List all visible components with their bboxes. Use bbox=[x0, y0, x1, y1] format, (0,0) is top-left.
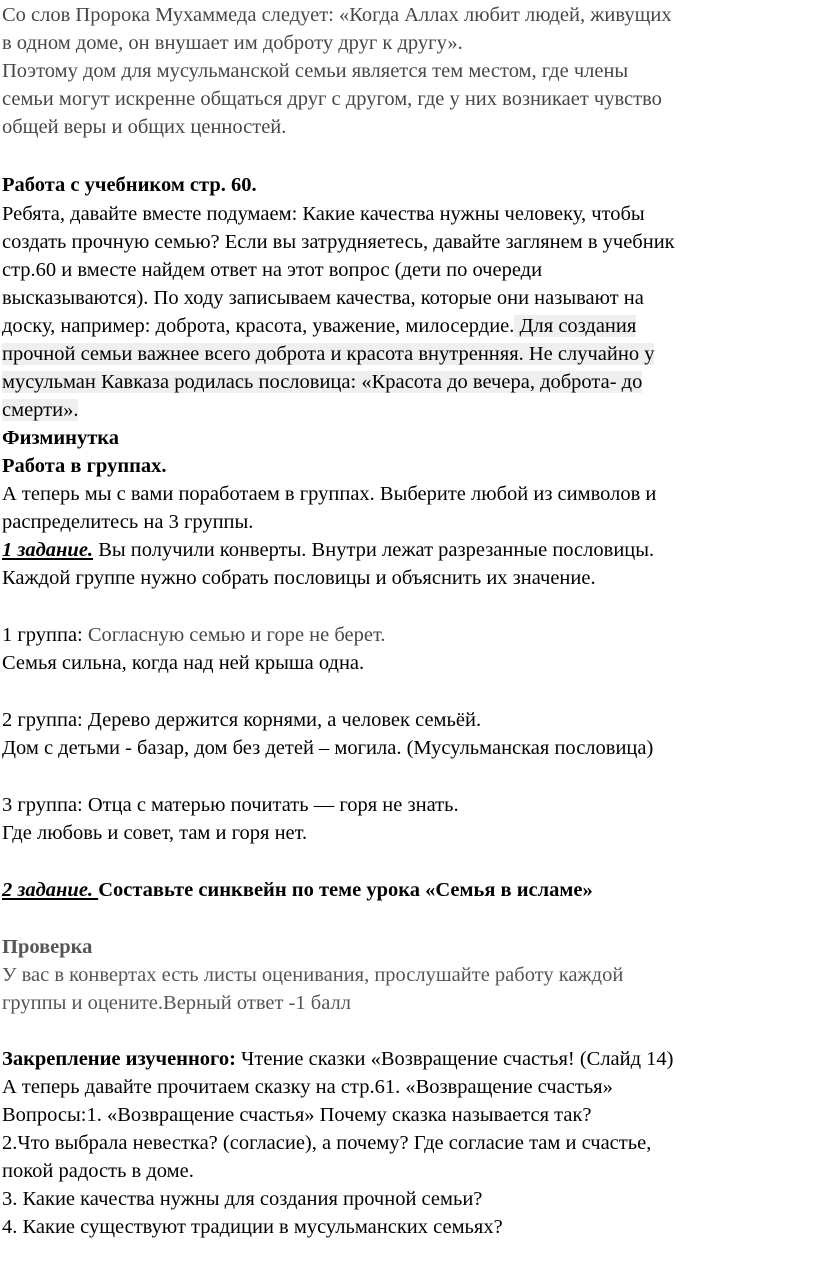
group1-proverb: Согласную семью и горе не берет. bbox=[82, 624, 386, 646]
consolidation-line: А теперь давайте прочитаем сказку на стр.61. «Возвращение счастья» bbox=[2, 1076, 613, 1098]
group3-line bbox=[2, 792, 459, 819]
group1-label: 1 группа: bbox=[2, 624, 83, 646]
consolidation-line: покой радость в доме. bbox=[2, 1160, 194, 1182]
group3-line2: Где любовь и совет, там и горя нет. bbox=[2, 822, 308, 844]
check-line: У вас в конвертах есть листы оценивания, прослушайте работу каждой bbox=[2, 964, 624, 986]
intro-line: Со слов Пророка Мухаммеда следует: «Когда Аллах любит людей, живущих bbox=[2, 4, 672, 26]
group2-line2: Дом с детьми - базар, дом без детей – могила. (Мусульманская пословица) bbox=[2, 737, 654, 759]
consolidation-line: Вопросы:1. «Возвращение счастья» Почему сказка называется так? bbox=[2, 1104, 592, 1126]
textbook-quote-line: прочной семьи важнее всего доброта и красота внутренняя. Не случайно у bbox=[2, 343, 655, 365]
intro-line: в одном доме, он внушает им доброту друг к другу». bbox=[2, 32, 463, 54]
check-line: группы и оцените.Верный ответ -1 балл bbox=[2, 992, 351, 1014]
textbook-line-highlight: Для создания bbox=[514, 315, 637, 337]
task1-line2: Каждой группе нужно собрать пословицы и объяснить их значение. bbox=[2, 567, 596, 589]
group3-proverb: Отца с матерью почитать — горя не знать. bbox=[87, 794, 459, 816]
textbook-quote-line: мусульман Кавказа родилась пословица: «Красота до вечера, доброта- до bbox=[2, 371, 643, 393]
group2-proverb: Дерево держится корнями, а человек семьёй. bbox=[87, 709, 482, 731]
textbook-line bbox=[2, 313, 636, 340]
group3-label: 3 группа: bbox=[2, 794, 88, 816]
check-heading: Проверка bbox=[2, 936, 93, 958]
group1-line2: Семья сильна, когда над ней крыша одна. bbox=[2, 652, 365, 674]
task2-text: Составьте синквейн по теме урока «Семья в исламе» bbox=[98, 879, 593, 901]
textbook-line: создать прочную семью? Если вы затрудняетесь, давайте заглянем в учебник bbox=[2, 231, 675, 253]
task2-label: 2 задание. bbox=[2, 879, 99, 901]
groups-heading: Работа в группах. bbox=[2, 455, 167, 477]
intro-line: Поэтому дом для мусульманской семьи является тем местом, где члены bbox=[2, 60, 629, 82]
task2-line bbox=[2, 877, 593, 904]
groups-line: А теперь мы с вами поработаем в группах. Выберите любой из символов и bbox=[2, 483, 657, 505]
group2-label: 2 группа: bbox=[2, 709, 88, 731]
consolidation-heading-line bbox=[2, 1046, 674, 1073]
task1-text: Вы получили конверты. Внутри лежат разрезанные пословицы. bbox=[93, 539, 655, 561]
intro-line: семьи могут искренне общаться друг с другом, где у них возникает чувство bbox=[2, 88, 662, 110]
consolidation-line: 3. Какие качества нужны для создания прочной семьи? bbox=[2, 1188, 483, 1210]
fizminutka-heading: Физминутка bbox=[2, 427, 120, 449]
consolidation-line: 2.Что выбрала невестка? (согласие), а почему? Где согласие там и счастье, bbox=[2, 1132, 652, 1154]
textbook-heading: Работа с учебником стр. 60. bbox=[2, 174, 257, 196]
groups-line: распределитесь на 3 группы. bbox=[2, 511, 254, 533]
group2-line bbox=[2, 707, 481, 734]
task1-label: 1 задание. bbox=[2, 539, 94, 561]
textbook-line: Ребята, давайте вместе подумаем: Какие качества нужны человеку, чтобы bbox=[2, 203, 645, 225]
textbook-quote-line: смерти». bbox=[2, 399, 79, 421]
consolidation-heading-rest: Чтение сказки «Возвращение счастья! (Слайд 14) bbox=[235, 1048, 674, 1070]
group1-line bbox=[2, 622, 386, 649]
textbook-line: высказываются). По ходу записываем качества, которые они называют на bbox=[2, 287, 644, 309]
textbook-line-plain: доску, например: доброта, красота, уважение, милосердие. bbox=[2, 315, 515, 337]
consolidation-heading: Закрепление изученного: bbox=[2, 1048, 236, 1070]
consolidation-line: 4. Какие существуют традиции в мусульманских семьях? bbox=[2, 1216, 503, 1238]
intro-line: общей веры и общих ценностей. bbox=[2, 116, 287, 138]
task1-line bbox=[2, 537, 654, 564]
textbook-line: стр.60 и вместе найдем ответ на этот вопрос (дети по очереди bbox=[2, 259, 543, 281]
